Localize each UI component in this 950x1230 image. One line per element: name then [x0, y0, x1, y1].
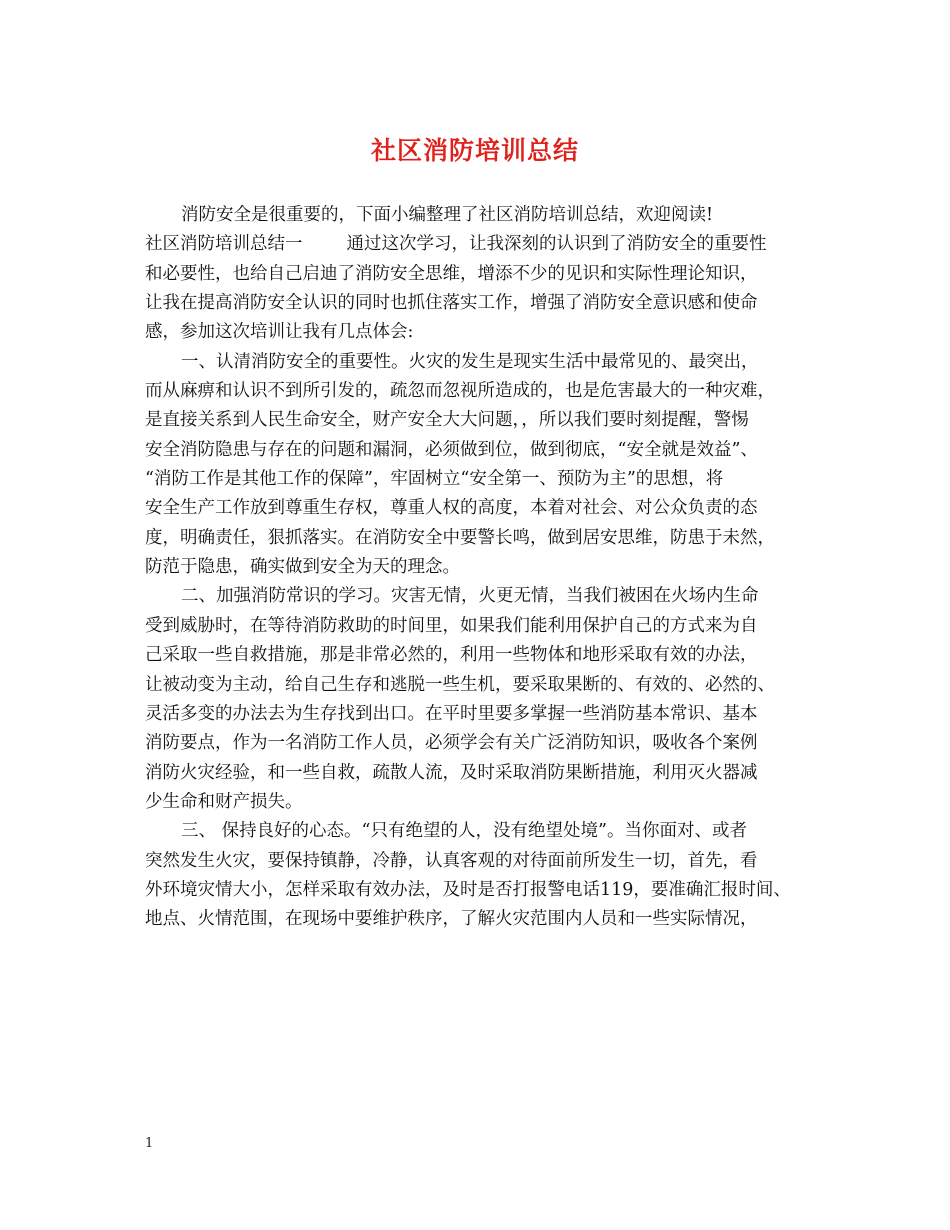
body-line: 少生命和财产损失。	[145, 791, 303, 812]
body-line: 让被动变为主动，给自己生存和逃脱一些生机，要采取果断的、有效的、必然的、	[145, 674, 775, 695]
body-line: 感，参加这次培训让我有几点体会:	[145, 322, 414, 343]
body-line: 而从麻痹和认识不到所引发的，疏忽而忽视所造成的，也是危害最大的一种灾难，	[145, 381, 775, 402]
body-line: 地点、火情范围，在现场中要维护秩序，了解火灾范围内人员和一些实际情况，	[145, 909, 758, 930]
body-line: 突然发生火灾，要保持镇静，冷静，认真客观的对待面前所发生一切，首先，看	[145, 850, 758, 871]
body-line: 外环境灾情大小，怎样采取有效办法，及时是否打报警电话119，要准确汇报时间、	[145, 879, 791, 900]
paragraph-two-start: 二、加强消防常识的学习。灾害无情，火更无情，当我们被困在火场内生命	[181, 586, 759, 607]
document-body	[145, 201, 825, 935]
body-line: 是直接关系到人民生命安全，财产安全大大问题，，所以我们要时刻提醒，警惕	[145, 410, 749, 431]
body-line: 度，明确责任，狠抓落实。在消防安全中要警长鸣，做到居安思维，防患于未然，	[145, 527, 775, 548]
body-line: 己采取一些自救措施，那是非常必然的，利用一些物体和地形采取有效的办法，	[145, 645, 758, 666]
paragraph-three-start: 三、 保持良好的心态。“只有绝望的人，没有绝望处境”。当你面对、或者	[181, 821, 747, 842]
body-line: 通过这次学习，让我深刻的认识到了消防安全的重要性	[346, 234, 767, 255]
body-line: 安全生产工作放到尊重生存权，尊重人权的高度，本着对社会、对公众负责的态	[145, 498, 758, 519]
body-line: 灵活多变的办法去为生存找到出口。在平时里要多掌握一些消防基本常识、基本	[145, 703, 758, 724]
intro-line: 消防安全是很重要的，下面小编整理了社区消防培训总结，欢迎阅读!	[181, 205, 714, 225]
body-line: 让我在提高消防安全认识的同时也抓住落实工作，增强了消防安全意识感和使命	[145, 293, 758, 314]
document-title: 社区消防培训总结	[370, 136, 579, 165]
body-line: 受到威胁时，在等待消防救助的时间里，如果我们能利用保护自己的方式来为自	[145, 615, 758, 636]
body-line: 和必要性，也给自己启迪了消防安全思维，增添不少的见识和实际性理论知识，	[145, 263, 758, 284]
body-line: 安全消防隐患与存在的问题和漏洞，必须做到位，做到彻底，“安全就是效益”、	[145, 439, 758, 460]
body-line: 消防要点，作为一名消防工作人员，必须学会有关广泛消防知识，吸收各个案例	[145, 733, 758, 754]
page-number: 1	[145, 1136, 154, 1151]
body-line: 消防火灾经验，和一些自救，疏散人流，及时采取消防果断措施，利用灭火器减	[145, 762, 758, 783]
body-line: “消防工作是其他工作的保障”，牢固树立“安全第一、预防为主”的思想，将	[145, 469, 724, 490]
section-heading-line	[145, 230, 825, 259]
section-heading: 社区消防培训总结一	[145, 234, 303, 255]
paragraph-one-start: 一、认清消防安全的重要性。火灾的发生是现实生活中最常见的、最突出，	[181, 351, 759, 372]
body-line: 防范于隐患，确实做到安全为天的理念。	[145, 557, 460, 578]
